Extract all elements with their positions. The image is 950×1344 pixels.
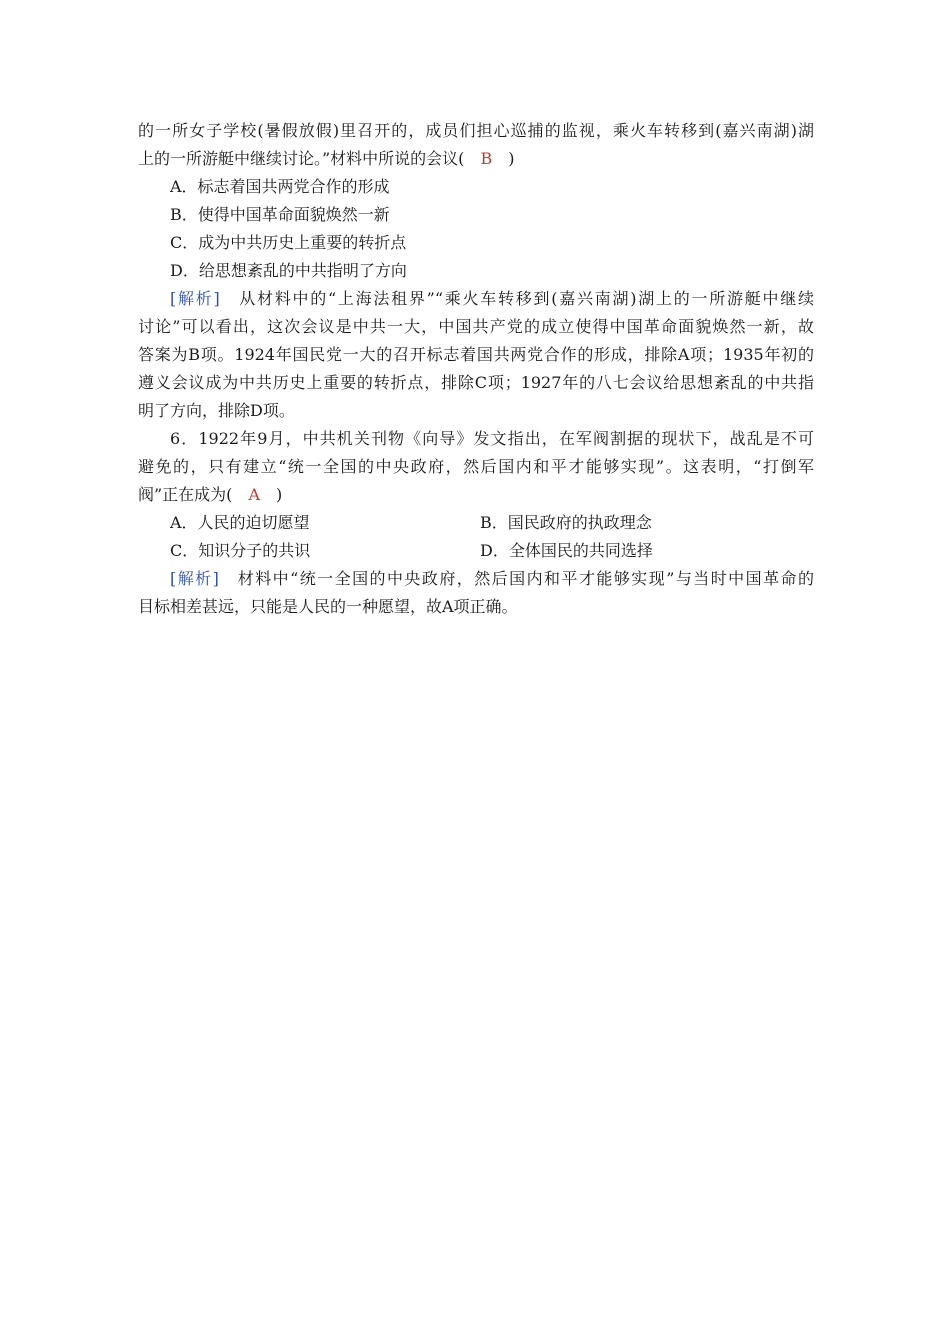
q6-stem-close: ) bbox=[260, 485, 283, 504]
q6-analysis-line-1 bbox=[170, 565, 814, 593]
q5-answer: B bbox=[480, 149, 493, 168]
q5-stem-line-2 bbox=[138, 145, 814, 173]
q5-analysis-line-5: 明了方向，排除D项。 bbox=[138, 401, 295, 420]
q6-answer: A bbox=[248, 485, 260, 504]
q5-stem-close: ) bbox=[492, 149, 515, 168]
q5-option-a: A．标志着国共两党合作的形成 bbox=[170, 177, 390, 196]
q5-analysis-line-2: 讨论”可以看出，这次会议是中共一大，中国共产党的成立使得中国革命面貌焕然一新，故 bbox=[138, 317, 814, 336]
q6-option-b: B．国民政府的执政理念 bbox=[480, 513, 652, 532]
q6-stem-line-1: 6．1922年9月，中共机关刊物《向导》发文指出，在军阀割据的现状下，战乱是不可 bbox=[170, 429, 814, 448]
q6-stem-line-2: 避免的，只有建立“统一全国的中央政府，然后国内和平才能够实现”。这表明，“打倒军 bbox=[138, 457, 814, 476]
q5-option-c: C．成为中共历史上重要的转折点 bbox=[170, 233, 407, 252]
q6-option-a: A．人民的迫切愿望 bbox=[170, 513, 310, 532]
q5-analysis-line-4: 遵义会议成为中共历史上重要的转折点，排除C项；1927年的八七会议给思想紊乱的中共指 bbox=[138, 373, 814, 392]
q6-option-c: C．知识分子的共识 bbox=[170, 541, 311, 560]
q5-option-b: B．使得中国革命面貌焕然一新 bbox=[170, 205, 390, 224]
q6-analysis-tag: [解析] bbox=[170, 569, 219, 588]
q6-analysis-text: 材料中“统一全国的中央政府，然后国内和平才能够实现”与当时中国革命的 bbox=[218, 569, 814, 588]
q5-analysis-line-1 bbox=[170, 285, 814, 313]
q5-stem-text: 上的一所游艇中继续讨论。”材料中所说的会议( bbox=[138, 149, 481, 168]
q5-analysis-tag: [解析] bbox=[170, 289, 220, 308]
q6-analysis-line-2: 目标相差甚远，只能是人民的一种愿望，故A项正确。 bbox=[138, 597, 518, 616]
q6-stem-line-3 bbox=[138, 481, 814, 509]
q5-analysis-line-3: 答案为B项。1924年国民党一大的召开标志着国共两党合作的形成，排除A项；1935年初的 bbox=[138, 345, 814, 364]
q5-stem-line-1: 的一所女子学校(暑假放假)里召开的，成员们担心巡捕的监视，乘火车转移到(嘉兴南湖)湖 bbox=[138, 121, 814, 140]
q6-stem-text: 阀”正在成为( bbox=[138, 485, 249, 504]
q5-analysis-text: 从材料中的“上海法租界”“乘火车转移到(嘉兴南湖)湖上的一所游艇中继续 bbox=[219, 289, 814, 308]
q5-option-d: D．给思想紊乱的中共指明了方向 bbox=[170, 261, 407, 280]
q6-option-d: D．全体国民的共同选择 bbox=[480, 541, 653, 560]
